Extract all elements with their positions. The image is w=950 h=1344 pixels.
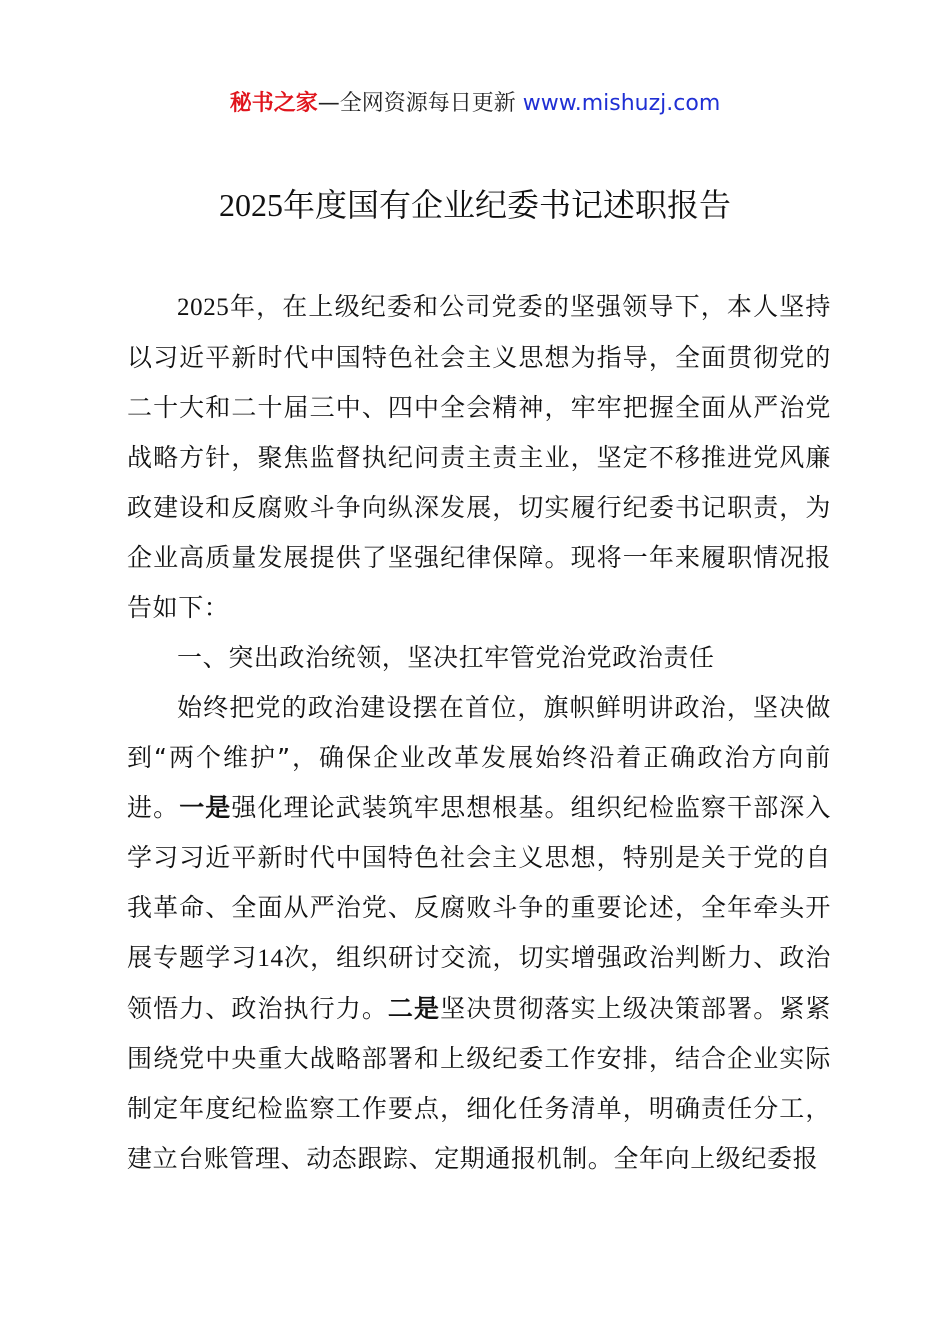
intro-year: 2025 <box>177 294 230 321</box>
header-tagline: —全网资源每日更新 <box>317 91 516 116</box>
point-2-text: 坚决贯彻落实上级决策部署。紧紧围绕党中央重大战略部署和上级纪委工作安排，结合企业实际制定年度纪检监察工作要点，细化任务清单，明确责任分工，建立台账管理、动态跟踪、定期通报机制。全年向上级纪委报 <box>127 994 831 1173</box>
intro-text: 年，在上级纪委和公司党委的坚强领导下，本人坚持以习近平新时代中国特色社会主义思想为指导，全面贯彻党的二十大和二十届三中、四中全会精神，牢牢把握全面从严治党战略方针，聚焦监督执纪问责主责主业，坚定不移推进党风廉政建设和反腐败斗争向纵深发展，切实履行纪委书记职责，为企业高质量发展提供了坚强纪律保障。现将一年来履职情况报告如下： <box>127 292 831 622</box>
intro-paragraph <box>127 282 831 633</box>
title-year: 2025 <box>218 187 283 223</box>
section-1-lead: 始终把党的政治建设摆在首位，旗帜鲜明讲政治，坚决做到“两个维护”，确保企业改革发展始终沿着正确政治方向前进。 <box>127 693 831 822</box>
site-header <box>0 88 950 120</box>
title-text: 年度国有企业纪委书记述职报告 <box>282 186 731 224</box>
document-title <box>0 182 950 228</box>
point-1-text-b: 次，组织研讨交流，切实增强政治判断力、政治领悟力、政治执行力。 <box>127 943 831 1023</box>
point-1-text-a: 强化理论武装筑牢思想根基。组织纪检监察干部深入学习习近平新时代中国特色社会主义思想，特别是关于党的自我革命、全面从严治党、反腐败斗争的重要论述，全年牵头开展专题学习 <box>127 793 831 972</box>
section-1-heading: 一、突出政治统领，坚决扛牢管党治党政治责任 <box>177 643 715 672</box>
point-1-label: 一是 <box>179 793 232 822</box>
study-count: 14 <box>257 945 284 972</box>
document-body <box>127 282 831 1184</box>
point-2-label: 二是 <box>387 994 441 1023</box>
site-url-link[interactable]: www.mishuzj.com <box>522 91 721 116</box>
section-1-paragraph <box>127 683 831 1184</box>
brand-name: 秘书之家 <box>229 91 318 116</box>
